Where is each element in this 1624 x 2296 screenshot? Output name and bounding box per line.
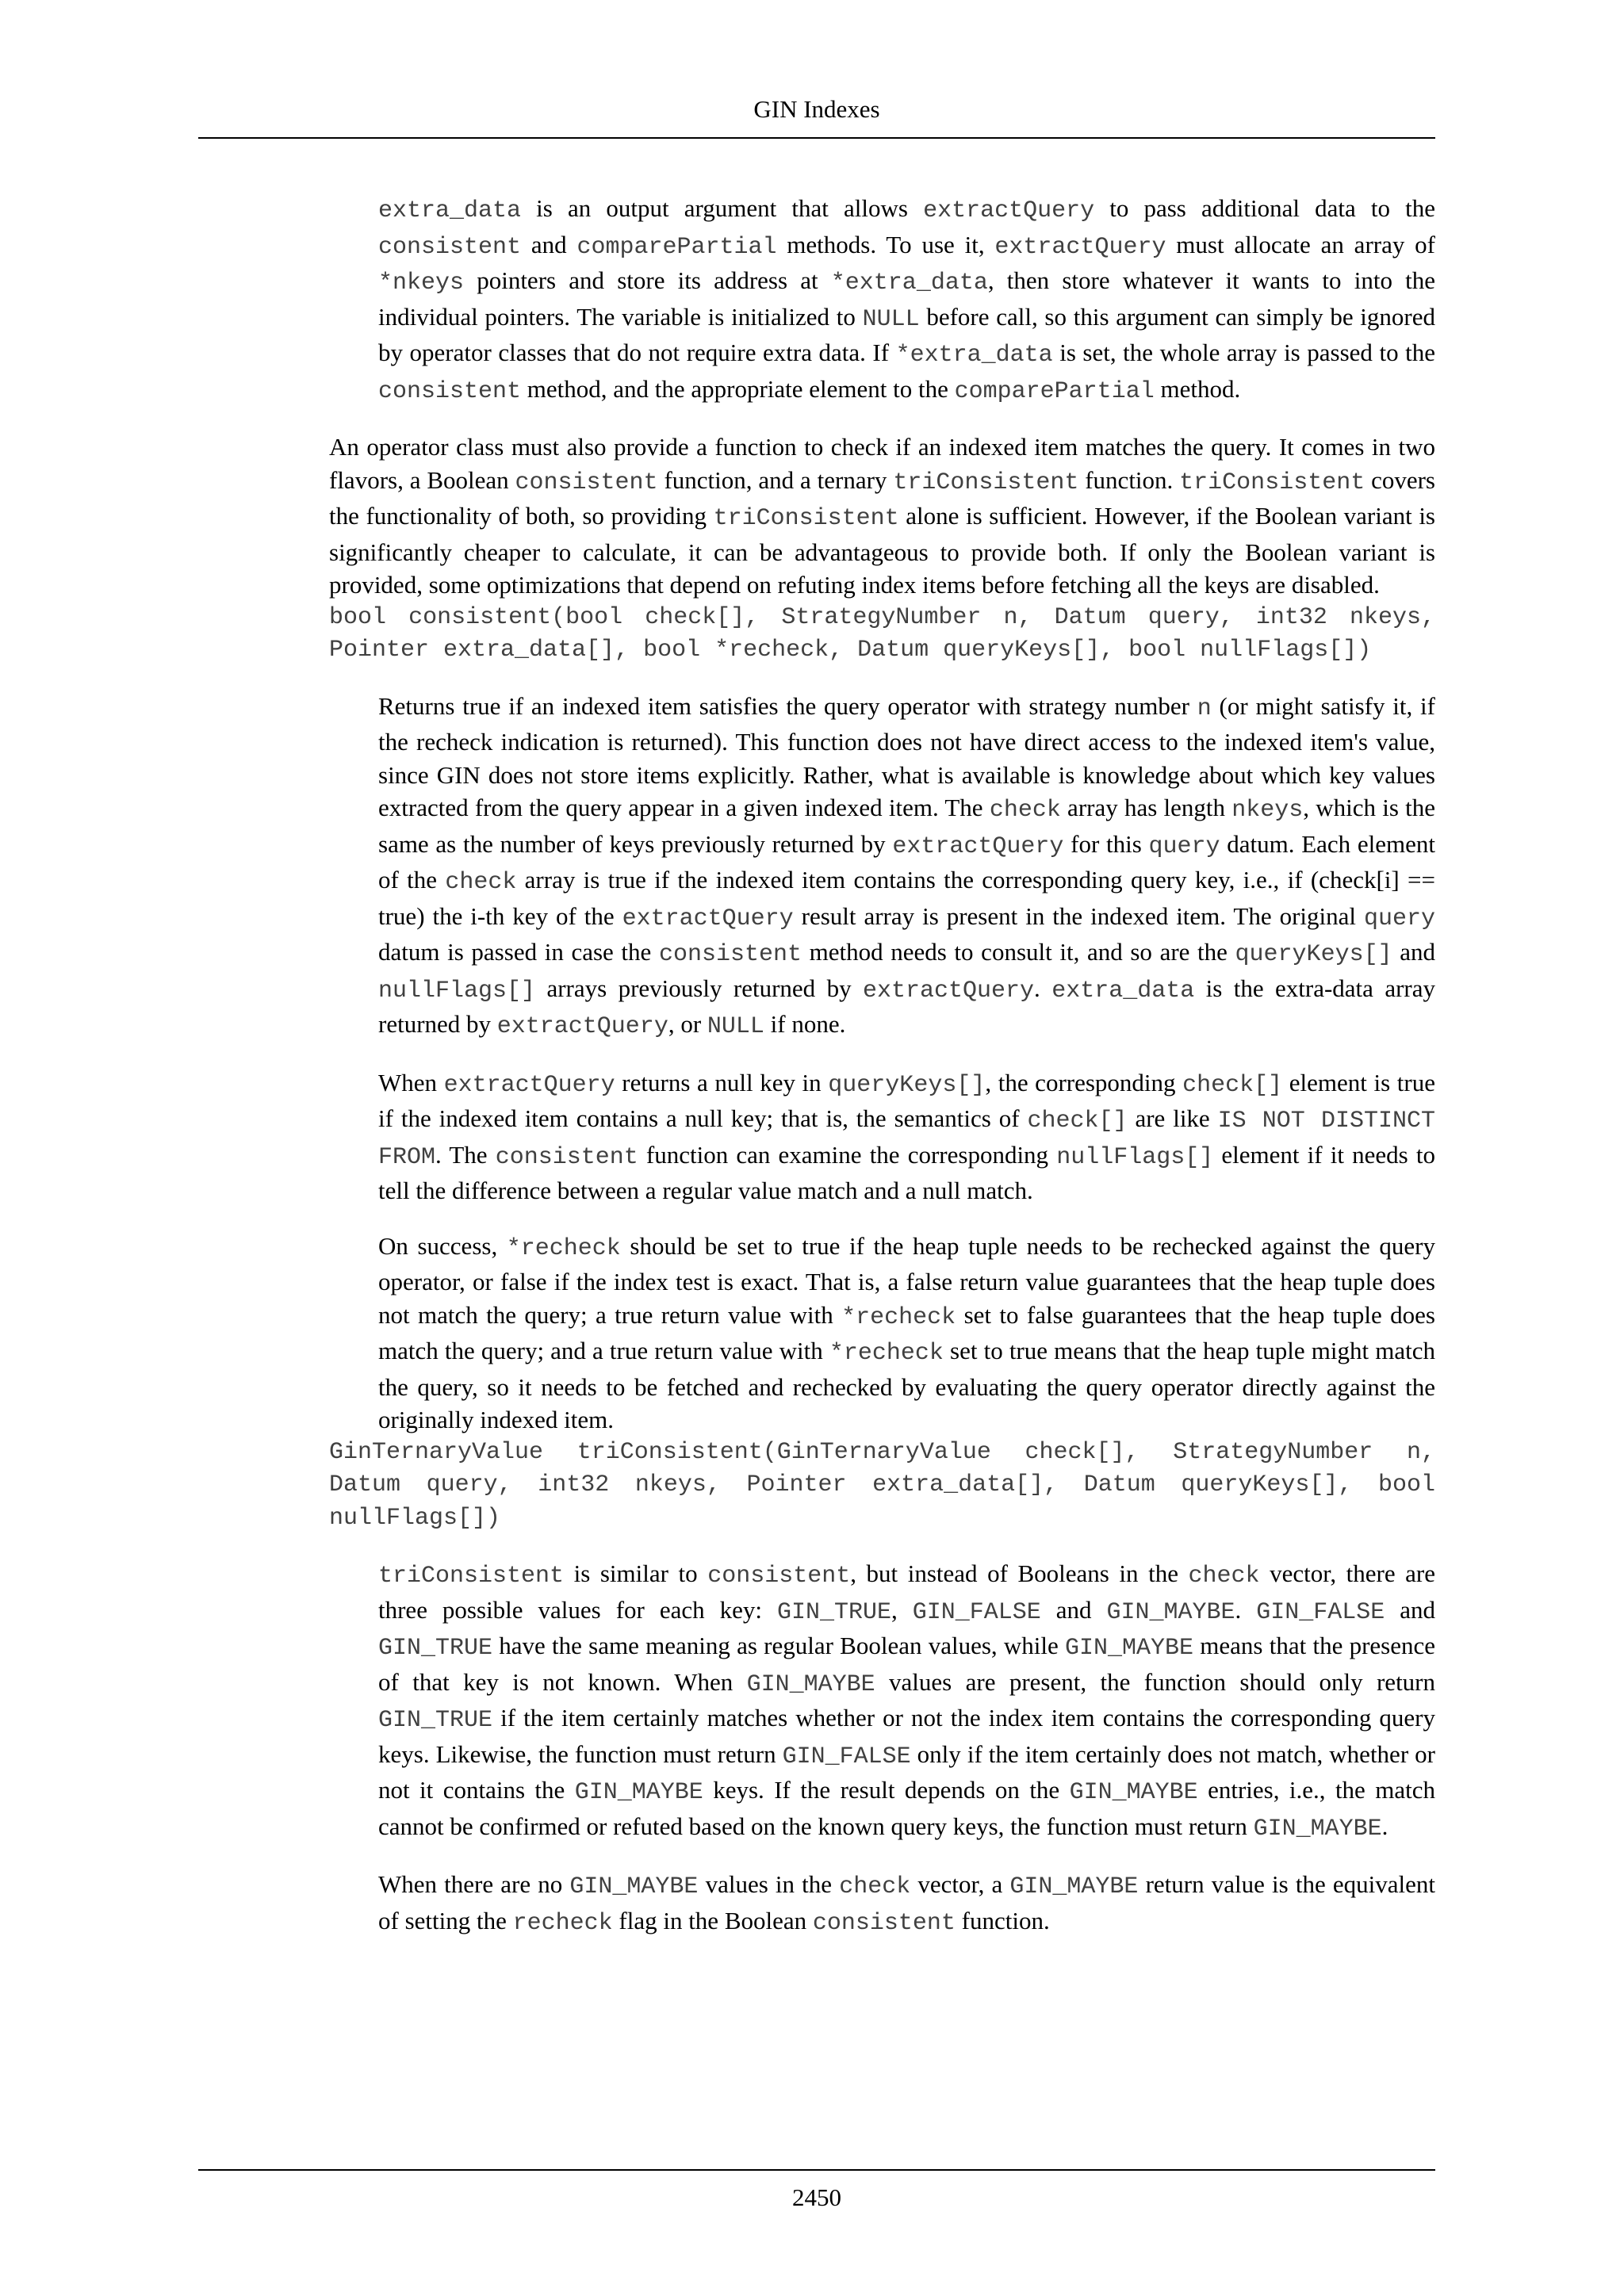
code-term: GIN_MAYBE — [1253, 1815, 1382, 1843]
code-term: consistent — [378, 233, 522, 261]
code-term: check — [989, 797, 1061, 824]
code-term: extractQuery — [994, 233, 1166, 261]
code-term: nullFlags[] — [1056, 1143, 1214, 1171]
code-term: extractQuery — [622, 905, 794, 932]
running-header: GIN Indexes — [753, 95, 880, 123]
code-term: triConsistent — [378, 1563, 565, 1590]
code-term: extractQuery — [496, 1013, 668, 1040]
code-term: GIN_TRUE — [776, 1598, 891, 1626]
code-term: extra_data — [1051, 977, 1195, 1004]
page-number: 2450 — [792, 2183, 841, 2211]
code-term: consistent — [495, 1143, 638, 1171]
code-term: consistent — [378, 377, 522, 405]
code-term: *extra_data — [830, 270, 988, 297]
code-term: triConsistent — [713, 505, 899, 532]
code-term: *recheck — [506, 1234, 621, 1262]
code-term: GIN_FALSE — [1256, 1598, 1385, 1626]
code-term: queryKeys[] — [828, 1071, 986, 1099]
function-signature-consistent: bool consistent(bool check[], StrategyNumber n, Datum query, int32 nkeys, Pointer extra_data[], bool *recheck, Datum queryKeys[], bool nullFlags[]) — [329, 603, 1435, 664]
code-term: *recheck — [841, 1303, 956, 1331]
code-term: GIN_MAYBE — [1009, 1873, 1139, 1900]
paragraph-extra-data: extra_data is an output argument that allows extractQuery to pass additional data to the consistent and comparePartial methods. To use it, extractQuery must allocate an array of *nkeys pointers and store its address at *extra_data, then store whatever it wants to into the individual pointers. The variable is initialized to NULL before call, so this argument can simply be ignored by operator classes that do not require extra data. If *extra_data is set, the whole array is passed to the consistent method, and the appropriate element to the comparePartial method. — [378, 194, 1436, 405]
code-term: GIN_MAYBE — [1106, 1598, 1235, 1626]
code-term: extractQuery — [862, 977, 1035, 1004]
code-term: check[] — [1027, 1108, 1128, 1135]
code-term: query — [1148, 832, 1220, 860]
code-term: comparePartial — [576, 233, 777, 261]
code-term: GIN_FALSE — [782, 1743, 911, 1770]
code-term: nullFlags[] — [378, 977, 536, 1004]
code-term: triConsistent — [1179, 469, 1365, 496]
paragraph-null-key: When extractQuery returns a null key in queryKeys[], the corresponding check[] element is true if the indexed item contains a null key; that is, the semantics of check[] are like IS NOT DISTINCT FROM. The consistent function can examine the corresponding nullFlags[] element if it needs to tell the difference between a regular value match and a null match. — [378, 1068, 1436, 1204]
code-term: NULL — [862, 305, 920, 333]
function-signature-triconsistent: GinTernaryValue triConsistent(GinTernaryValue check[], StrategyNumber n, Datum query, int32 nkeys, Pointer extra_data[], Datum queryKeys[], bool nullFlags[]) — [329, 1438, 1435, 1532]
code-term: IS NOT DISTINCT FROM — [378, 1108, 1436, 1171]
code-term: query — [1363, 905, 1435, 932]
code-term: GIN_MAYBE — [746, 1670, 875, 1698]
code-term: GIN_MAYBE — [569, 1873, 699, 1900]
code-term: GIN_MAYBE — [1069, 1779, 1198, 1806]
code-term: triConsistent — [893, 469, 1079, 496]
code-term: *nkeys — [378, 270, 465, 297]
paragraph-no-maybe: When there are no GIN_MAYBE values in the check vector, a GIN_MAYBE return value is the equivalent of setting the recheck flag in the Boolean consistent function. — [378, 1870, 1435, 1937]
code-term: check[] — [1182, 1071, 1283, 1099]
code-term: extractQuery — [923, 197, 1095, 224]
code-term: nkeys — [1231, 797, 1304, 824]
code-term: GIN_MAYBE — [1065, 1635, 1194, 1662]
code-term: *extra_data — [895, 342, 1053, 369]
code-term: consistent — [658, 941, 802, 968]
code-term: check — [1188, 1563, 1260, 1590]
code-term: NULL — [707, 1013, 764, 1040]
paragraph-consistent-intro: An operator class must also provide a function to check if an indexed item matches the query. It comes in two flavors, a Boolean consistent function, and a ternary triConsistent function. triConsistent covers the functionality of both, so providing triConsistent alone is sufficient. However, if the Boolean variant is significantly cheaper to calculate, it can be advantageous to provide both. If only the Boolean variant is provided, some optimizations that depend on refuting index items before fetching all the keys are disabled. — [329, 433, 1436, 599]
code-term: check — [839, 1873, 911, 1900]
header-rule — [198, 137, 1435, 139]
page-body — [329, 192, 1435, 1940]
paragraph-recheck: On success, *recheck should be set to true if the heap tuple needs to be rechecked against the query operator, or false if the index test is exact. That is, a false return value guarantees that the heap tuple does not match the query; a true return value with *recheck set to false guarantees that the heap tuple does match the query; and a true return value with *recheck set to true means that the heap tuple might match the query, so it needs to be fetched and rechecked by evaluating the query operator directly against the originally indexed item. — [378, 1231, 1435, 1433]
code-term: *recheck — [829, 1340, 944, 1367]
code-term: GIN_TRUE — [378, 1707, 493, 1734]
code-term: check — [445, 869, 517, 896]
footer-rule — [198, 2169, 1435, 2171]
code-term: extra_data — [378, 197, 522, 224]
code-term: extractQuery — [892, 832, 1064, 860]
code-term: n — [1197, 695, 1212, 722]
code-term: GIN_FALSE — [912, 1598, 1041, 1626]
code-term: consistent — [515, 469, 658, 496]
code-term: GIN_MAYBE — [574, 1779, 703, 1806]
code-term: GIN_TRUE — [378, 1635, 493, 1662]
paragraph-triconsistent: triConsistent is similar to consistent, but instead of Booleans in the check vector, there are three possible values for each key: GIN_TRUE, GIN_FALSE and GIN_MAYBE. GIN_FALSE and GIN_TRUE have the same meaning as regular Boolean values, while GIN_MAYBE means that the presence of that key is not known. When GIN_MAYBE values are present, the function should only return GIN_TRUE if the item certainly matches whether or not the index item contains the corresponding query keys. Likewise, the function must return GIN_FALSE only if the item certainly does not match, whether or not it contains the GIN_MAYBE keys. If the result depends on the GIN_MAYBE entries, i.e., the match cannot be confirmed or refuted based on the known query keys, the function must return GIN_MAYBE. — [378, 1559, 1436, 1843]
code-term: extractQuery — [443, 1071, 615, 1099]
code-term: queryKeys[] — [1235, 941, 1392, 968]
code-term: consistent — [707, 1563, 851, 1590]
code-term: recheck — [512, 1909, 613, 1937]
code-term: comparePartial — [954, 377, 1155, 405]
code-term: consistent — [812, 1909, 956, 1937]
paragraph-consistent-returns: Returns true if an indexed item satisfies the query operator with strategy number n (or might satisfy it, if the recheck indication is returned). This function does not have direct access to the indexed item's value, since GIN does not store items explicitly. Rather, what is available is knowledge about which key values extracted from the query appear in a given indexed item. The check array has length nkeys, which is the same as the number of keys previously returned by extractQuery for this query datum. Each element of the check array is true if the indexed item contains the corresponding query key, i.e., if (check[i] == true) the i-th key of the extractQuery result array is present in the indexed item. The original query datum is passed in case the consistent method needs to consult it, and so are the queryKeys[] and nullFlags[] arrays previously returned by extractQuery. extra_data is the extra-data array returned by extractQuery, or NULL if none. — [378, 691, 1436, 1040]
